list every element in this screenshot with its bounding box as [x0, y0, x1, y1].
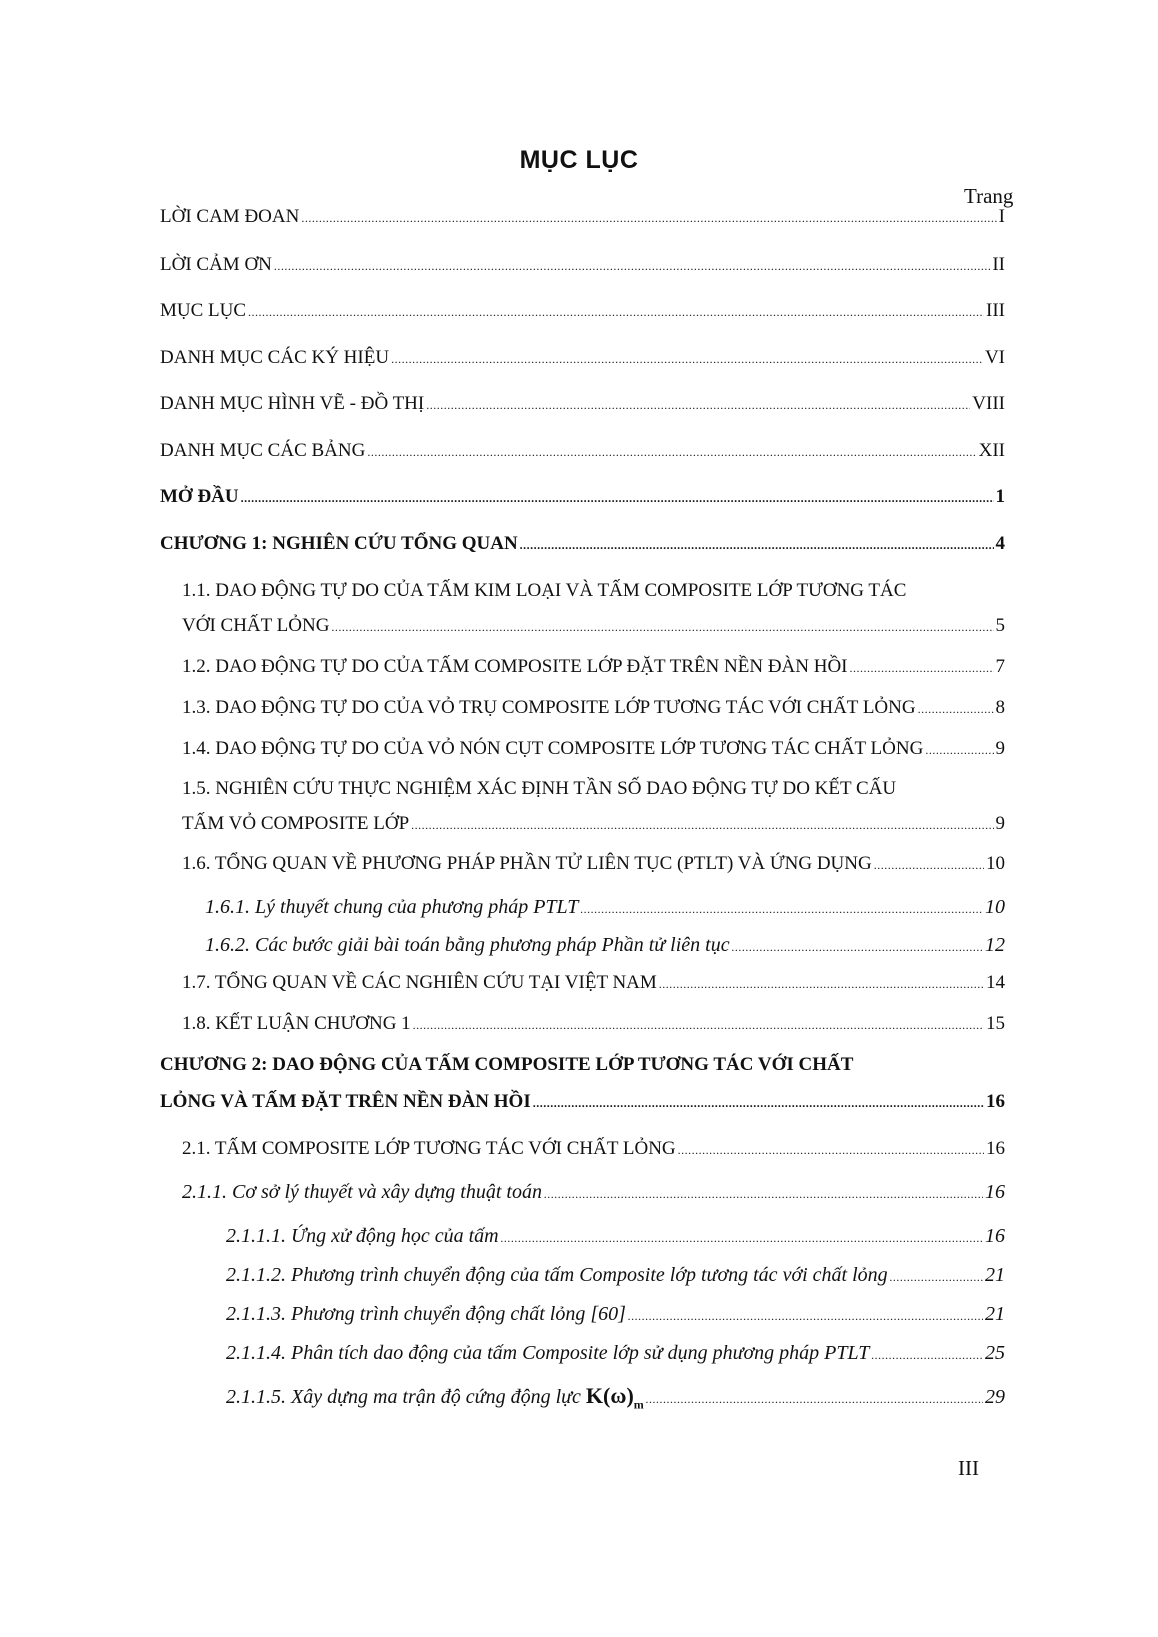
toc-entry[interactable]: [182, 656, 1005, 678]
toc-page: VIII: [972, 393, 1005, 414]
toc-entry[interactable]: [160, 1091, 1005, 1113]
math-symbol: K(ω): [585, 1383, 634, 1408]
toc-page: 10: [985, 896, 1005, 918]
toc-page: 12: [985, 934, 1005, 956]
toc-label: 2.1.1.2. Phương trình chuyển động của tấm Composite lớp tương tác với chất lỏng: [226, 1264, 888, 1286]
toc-label: LỎNG VÀ TẤM ĐẶT TRÊN NỀN ĐÀN HỒI: [160, 1091, 531, 1112]
toc-entry[interactable]: [182, 615, 1005, 637]
toc-page: 25: [985, 1342, 1005, 1364]
toc-page: 21: [985, 1264, 1005, 1286]
toc-entry[interactable]: [160, 440, 1005, 462]
toc-page: 7: [995, 656, 1005, 677]
toc-page: II: [992, 254, 1005, 275]
toc-page: 10: [986, 853, 1005, 874]
toc-page: 16: [986, 1091, 1005, 1112]
toc-entry[interactable]: [205, 896, 1005, 919]
toc-entry[interactable]: [182, 813, 1005, 835]
toc-entry[interactable]: [182, 853, 1005, 875]
toc-label-line1: 1.5. NGHIÊN CỨU THỰC NGHIỆM XÁC ĐỊNH TẦN SỐ DAO ĐỘNG TỰ DO KẾT CẤU: [182, 778, 897, 799]
toc-label: 2.1.1.3. Phương trình chuyển động chất lỏng [60]: [226, 1303, 626, 1325]
toc-entry[interactable]: [182, 1013, 1005, 1035]
toc-entry[interactable]: [160, 347, 1005, 369]
toc-label: LỜI CAM ĐOAN: [160, 206, 300, 227]
toc-page: 14: [986, 972, 1005, 993]
toc-page: XII: [978, 440, 1005, 461]
toc-label-line1: CHƯƠNG 2: DAO ĐỘNG CỦA TẤM COMPOSITE LỚP TƯƠNG TÁC VỚI CHẤT: [160, 1054, 854, 1075]
toc-page: 9: [995, 813, 1005, 834]
toc-label: TẤM VỎ COMPOSITE LỚP: [182, 813, 410, 834]
toc-entry[interactable]: [226, 1383, 1005, 1412]
page-number: III: [958, 1456, 979, 1480]
toc-entry[interactable]: [160, 254, 1005, 276]
toc-label: MỤC LỤC: [160, 300, 247, 321]
toc-label: CHƯƠNG 1: NGHIÊN CỨU TỔNG QUAN: [160, 533, 518, 554]
toc-entry[interactable]: [160, 206, 1005, 228]
toc-label: 1.7. TỔNG QUAN VỀ CÁC NGHIÊN CỨU TẠI VIỆT NAM: [182, 972, 657, 993]
toc-page: 1: [995, 486, 1005, 507]
toc-label: 1.3. DAO ĐỘNG TỰ DO CỦA VỎ TRỤ COMPOSITE LỚP TƯƠNG TÁC VỚI CHẤT LỎNG: [182, 697, 916, 718]
toc-label: 1.2. DAO ĐỘNG TỰ DO CỦA TẤM COMPOSITE LỚP ĐẶT TRÊN NỀN ĐÀN HỒI: [182, 656, 848, 677]
page-title: MỤC LỤC: [519, 146, 639, 174]
toc-page: 5: [995, 615, 1005, 636]
toc-page: VI: [984, 347, 1005, 368]
toc-page: I: [998, 206, 1005, 227]
toc-entry[interactable]: [182, 697, 1005, 719]
math-formula: [585, 1383, 644, 1412]
toc-entry[interactable]: [182, 972, 1005, 994]
toc-entry[interactable]: [182, 1181, 1005, 1204]
toc-label-line1: 1.1. DAO ĐỘNG TỰ DO CỦA TẤM KIM LOẠI VÀ TẤM COMPOSITE LỚP TƯƠNG TÁC: [182, 580, 907, 601]
toc-entry[interactable]: [226, 1342, 1005, 1365]
toc-entry[interactable]: [160, 486, 1005, 508]
toc-page: 4: [995, 533, 1005, 554]
toc-page: 9: [995, 738, 1005, 759]
toc-label: VỚI CHẤT LỎNG: [182, 615, 330, 636]
toc-label: 1.6.1. Lý thuyết chung của phương pháp PTLT: [205, 896, 579, 918]
toc-page: 29: [985, 1386, 1005, 1408]
toc-entry[interactable]: [160, 533, 1005, 555]
toc-page: 16: [986, 1138, 1005, 1159]
toc-page: 16: [985, 1225, 1005, 1247]
toc-label: 2.1.1.4. Phân tích dao động của tấm Composite lớp sử dụng phương pháp PTLT: [226, 1342, 870, 1364]
toc-page: 16: [985, 1181, 1005, 1203]
math-subscript: m: [633, 1397, 644, 1412]
toc-page: III: [986, 300, 1005, 321]
toc-label: MỞ ĐẦU: [160, 486, 239, 507]
toc-label: 1.6. TỔNG QUAN VỀ PHƯƠNG PHÁP PHẦN TỬ LIÊN TỤC (PTLT) VÀ ỨNG DỤNG: [182, 853, 872, 874]
toc-label: DANH MỤC CÁC BẢNG: [160, 440, 366, 461]
toc-page: 8: [995, 697, 1005, 718]
toc-label: 1.6.2. Các bước giải bài toán bằng phương pháp Phần tử liên tục: [205, 934, 730, 956]
toc-entry[interactable]: [226, 1303, 1005, 1326]
toc-page: 15: [986, 1013, 1005, 1034]
toc-entry[interactable]: [226, 1264, 1005, 1287]
toc-entry[interactable]: [182, 1138, 1005, 1160]
toc-label: DANH MỤC HÌNH VẼ - ĐỒ THỊ: [160, 393, 425, 414]
toc-entry[interactable]: [182, 738, 1005, 760]
toc-entry[interactable]: [226, 1225, 1005, 1248]
toc-entry[interactable]: [160, 300, 1005, 322]
toc-label: 2.1. TẤM COMPOSITE LỚP TƯƠNG TÁC VỚI CHẤT LỎNG: [182, 1138, 676, 1159]
toc-page: 21: [985, 1303, 1005, 1325]
toc-label: [226, 1383, 644, 1412]
toc-label: 1.8. KẾT LUẬN CHƯƠNG 1: [182, 1013, 411, 1034]
toc-entry[interactable]: [160, 393, 1005, 415]
toc-label: LỜI CẢM ƠN: [160, 254, 272, 275]
trang-label: Trang: [964, 184, 1014, 208]
toc-label-text: 2.1.1.5. Xây dựng ma trận độ cứng động lực: [226, 1386, 581, 1408]
toc-label: DANH MỤC CÁC KÝ HIỆU: [160, 347, 390, 368]
toc-entry[interactable]: [205, 934, 1005, 957]
toc-label: 1.4. DAO ĐỘNG TỰ DO CỦA VỎ NÓN CỤT COMPOSITE LỚP TƯƠNG TÁC CHẤT LỎNG: [182, 738, 924, 759]
toc-label: 2.1.1.1. Ứng xử động học của tấm: [226, 1225, 499, 1247]
toc-label: 2.1.1. Cơ sở lý thuyết và xây dựng thuật toán: [182, 1181, 542, 1203]
